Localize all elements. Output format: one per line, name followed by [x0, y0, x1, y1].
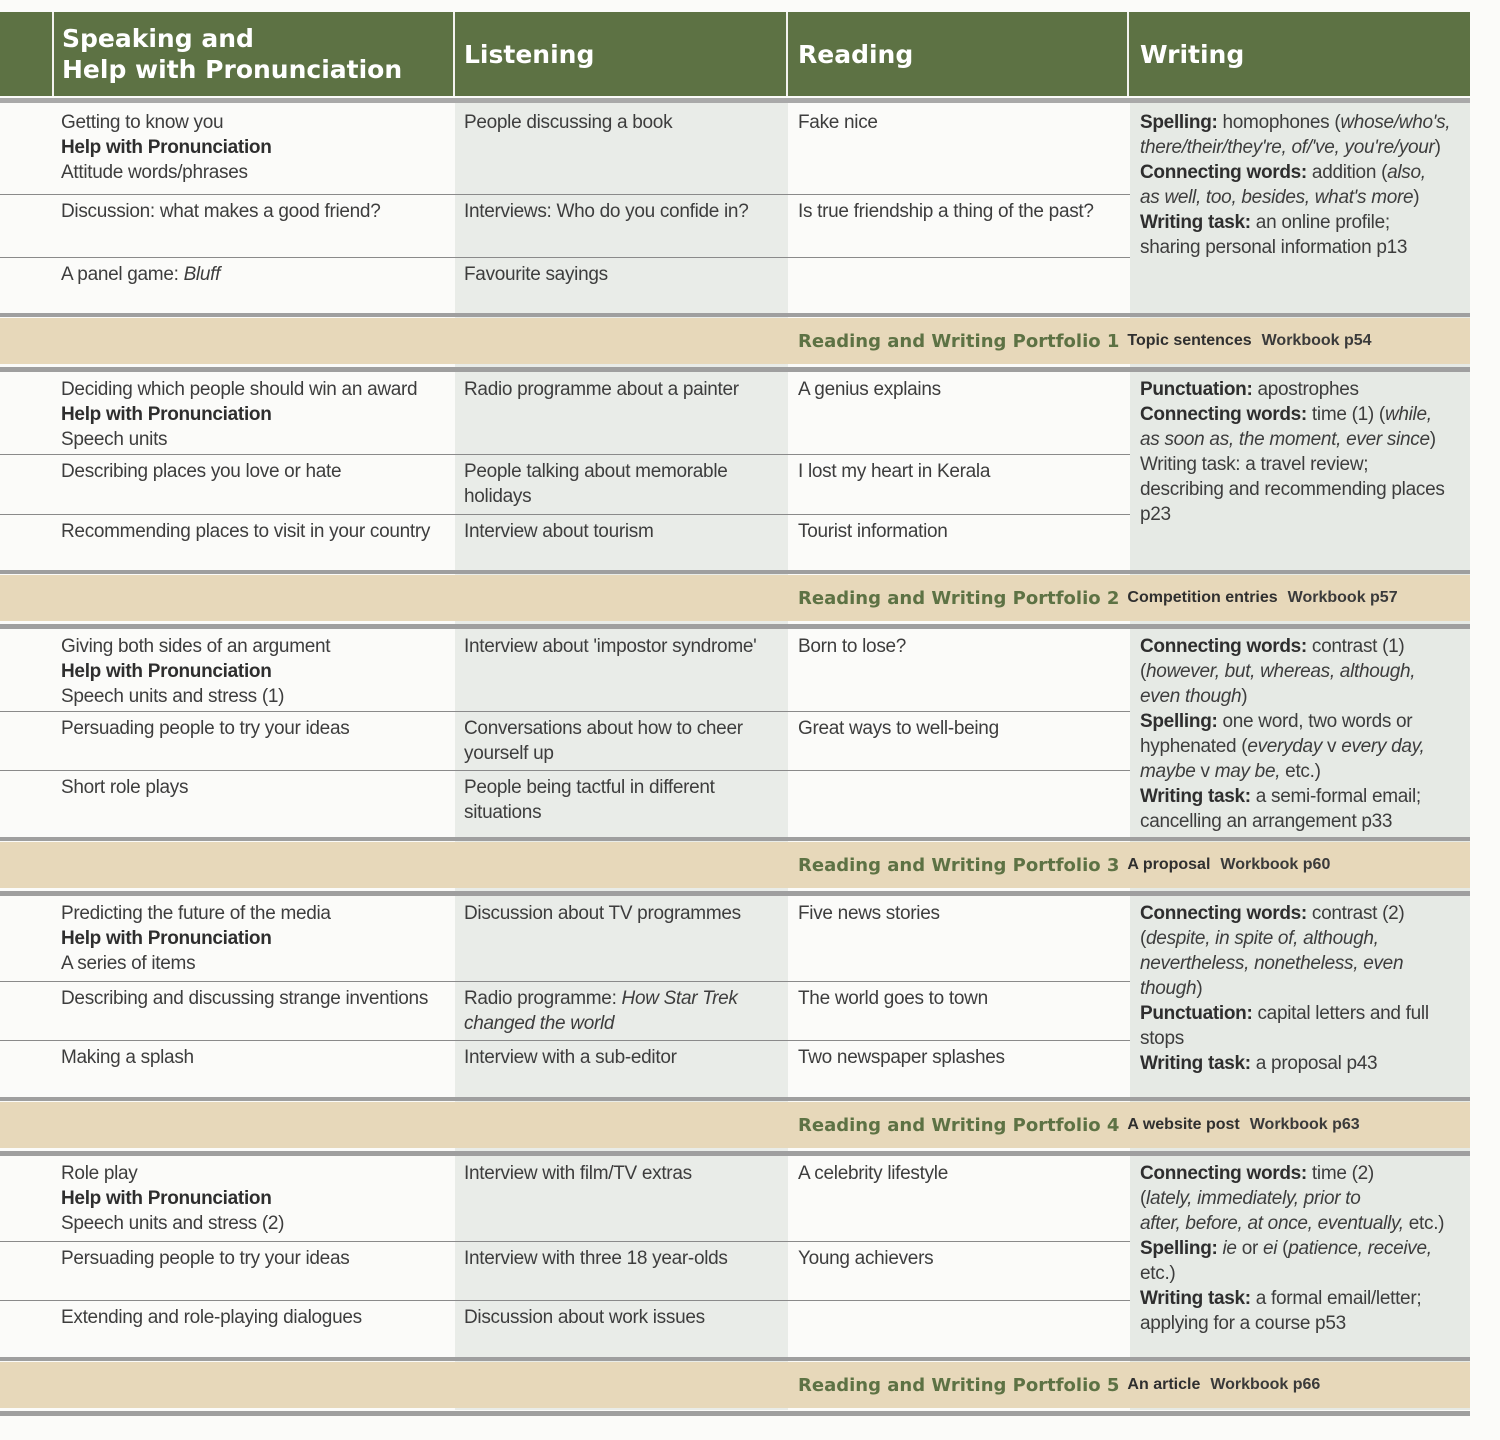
header-speaking: Speaking and Help with Pronunciation: [62, 24, 403, 84]
writing-italic: ei: [1262, 1238, 1278, 1259]
unit1-row1-speaking: [61, 110, 451, 185]
row-divider: [0, 711, 1130, 712]
unit5-row3-listening: Discussion about work issues: [464, 1307, 705, 1328]
portfolio-title-text: Reading and Writing Portfolio 3: [798, 854, 1120, 876]
portfolio-bar-4: [0, 1102, 1470, 1148]
unit2-row1-listening: Radio programme about a painter: [464, 379, 739, 400]
speaking-italic: Bluff: [183, 264, 221, 285]
unit4-row3-reading: Two newspaper splashes: [798, 1047, 1005, 1068]
unit5-row1-reading: A celebrity lifestyle: [798, 1163, 948, 1184]
writing-italic: may be,: [1214, 761, 1281, 782]
unit4-row2-listening: [464, 986, 754, 1036]
row-divider: [0, 514, 1130, 515]
unit4-row3-speaking: Making a splash: [61, 1047, 194, 1068]
portfolio-title-text: Reading and Writing Portfolio 4: [798, 1114, 1120, 1136]
portfolio-title-text: Reading and Writing Portfolio 1: [798, 330, 1120, 352]
portfolio-title: [798, 318, 1372, 364]
unit1-row2-speaking: Discussion: what makes a good friend?: [61, 201, 381, 222]
portfolio-topic: Competition entries: [1127, 589, 1278, 606]
unit5-row1-listening: Interview with film/TV extras: [464, 1163, 692, 1184]
portfolio-topic: A website post: [1127, 1116, 1240, 1133]
writing-text: hyphenated (: [1140, 736, 1248, 757]
writing-bold: Connecting words:: [1140, 1163, 1307, 1184]
writing-italic: ie: [1222, 1238, 1237, 1259]
unit1-row2-listening: Interviews: Who do you confide in?: [464, 201, 749, 222]
pronunciation-topic: A series of items: [61, 953, 196, 974]
help-with-pronunciation-label: Help with Pronunciation: [61, 404, 272, 425]
writing-bold: Spelling:: [1140, 112, 1218, 133]
unit5-row3-speaking: Extending and role-playing dialogues: [61, 1307, 362, 1328]
help-with-pronunciation-label: Help with Pronunciation: [61, 661, 272, 682]
portfolio-bar-3: [0, 842, 1470, 888]
header-writing: Writing: [1140, 39, 1245, 69]
portfolio-rule: [0, 570, 1470, 574]
writing-bold: Spelling:: [1140, 1238, 1218, 1259]
writing-bold: Punctuation:: [1140, 379, 1253, 400]
writing-text: ): [1434, 137, 1441, 158]
unit2-row3-listening: Interview about tourism: [464, 521, 654, 542]
unit2-row2-speaking: Describing places you love or hate: [61, 461, 342, 482]
writing-text: describing and recommending places: [1140, 479, 1445, 500]
writing-text: (: [1140, 1188, 1147, 1209]
writing-italic: nevertheless, nonetheless, even though: [1140, 953, 1404, 999]
writing-bold: Writing task:: [1140, 212, 1251, 233]
unit4-row1-speaking: [61, 901, 451, 976]
portfolio-workbook-ref: Workbook p57: [1287, 589, 1398, 606]
writing-italic: maybe: [1140, 761, 1196, 782]
portfolio-rule: [0, 1411, 1470, 1416]
unit3-row3-speaking: Short role plays: [61, 777, 189, 798]
writing-text: addition (: [1306, 162, 1388, 183]
unit4-row3-listening: Interview with a sub-editor: [464, 1047, 677, 1068]
unit2-row1-speaking: [61, 377, 451, 452]
writing-italic: there/their/they're, of/'ve, you're/your: [1140, 137, 1435, 158]
writing-italic: as well, too, besides, what's more: [1140, 187, 1414, 208]
writing-text: contrast (1): [1306, 636, 1405, 657]
unit2-row3-reading: Tourist information: [798, 521, 948, 542]
portfolio-rule: [0, 1357, 1470, 1361]
writing-bold: Connecting words:: [1140, 636, 1307, 657]
unit4-row2-reading: The world goes to town: [798, 988, 988, 1009]
unit4-row1-listening: Discussion about TV programmes: [464, 903, 741, 924]
portfolio-rule: [0, 313, 1470, 317]
writing-italic: lately, immediately, prior to: [1146, 1188, 1361, 1209]
portfolio-bar-2: [0, 575, 1470, 621]
table-header: [0, 12, 1470, 96]
writing-italic: everyday: [1247, 736, 1323, 757]
portfolio-bar-1: [0, 318, 1470, 364]
pronunciation-topic: Attitude words/phrases: [61, 162, 248, 183]
portfolio-rule: [0, 1097, 1470, 1101]
portfolio-workbook-ref: Workbook p66: [1210, 1376, 1321, 1393]
writing-bold: Connecting words:: [1140, 162, 1307, 183]
writing-bold: Punctuation:: [1140, 1003, 1253, 1024]
writing-text: sharing personal information p13: [1140, 237, 1408, 258]
portfolio-title: [798, 842, 1330, 888]
writing-italic: patience, receive,: [1288, 1238, 1432, 1259]
unit3-row1-speaking: [61, 634, 451, 709]
writing-bold: Spelling:: [1140, 711, 1218, 732]
writing-text: time (1) (: [1306, 404, 1385, 425]
unit5-row2-reading: Young achievers: [798, 1248, 934, 1269]
writing-italic: as soon as, the moment, ever since: [1140, 429, 1430, 450]
writing-text: (: [1140, 661, 1147, 682]
portfolio-rule: [0, 891, 1470, 896]
writing-italic: even though: [1140, 686, 1242, 707]
writing-text: or: [1236, 1238, 1263, 1259]
unit2-row2-reading: I lost my heart in Kerala: [798, 461, 991, 482]
unit5-row2-listening: Interview with three 18 year-olds: [464, 1248, 728, 1269]
writing-text: ): [1241, 686, 1248, 707]
row-divider: [0, 194, 1130, 195]
writing-text: (: [1277, 1238, 1289, 1259]
header-divider: [52, 12, 54, 96]
unit3-writing: [1140, 634, 1465, 834]
unit3-row1-reading: Born to lose?: [798, 636, 907, 657]
writing-text: stops: [1140, 1028, 1184, 1049]
unit4-row2-speaking: Describing and discussing strange inventions: [61, 988, 429, 1009]
writing-text: etc.): [1280, 761, 1321, 782]
unit1-row1-listening: People discussing a book: [464, 112, 673, 133]
portfolio-title: [798, 1362, 1320, 1408]
unit3-row2-reading: Great ways to well-being: [798, 718, 999, 739]
writing-text: cancelling an arrangement p33: [1140, 811, 1393, 832]
unit3-row2-listening: Conversations about how to cheer yourself up: [464, 718, 743, 764]
writing-text: p23: [1140, 504, 1171, 525]
writing-italic: whose/who's,: [1340, 112, 1451, 133]
writing-bold: Writing task:: [1140, 786, 1251, 807]
row-divider: [0, 1241, 1130, 1242]
portfolio-workbook-ref: Workbook p60: [1220, 856, 1331, 873]
unit4-writing: [1140, 901, 1465, 1076]
portfolio-rule: [0, 367, 1470, 372]
portfolio-topic: An article: [1127, 1376, 1201, 1393]
writing-text: apostrophes: [1252, 379, 1359, 400]
pronunciation-topic: Speech units and stress (2): [61, 1213, 285, 1234]
writing-text: a proposal p43: [1250, 1053, 1378, 1074]
speaking-text: Deciding which people should win an award: [61, 379, 418, 400]
writing-text: ): [1429, 429, 1436, 450]
writing-text: Writing task: a travel review;: [1140, 454, 1369, 475]
speaking-text: Giving both sides of an argument: [61, 636, 331, 657]
portfolio-title: [798, 1102, 1360, 1148]
unit5-row2-speaking: Persuading people to try your ideas: [61, 1248, 350, 1269]
portfolio-title-text: Reading and Writing Portfolio 5: [798, 1374, 1120, 1396]
writing-text: contrast (2): [1306, 903, 1405, 924]
unit2-row3-speaking: Recommending places to visit in your country: [61, 521, 431, 542]
unit3-row2-speaking: Persuading people to try your ideas: [61, 718, 350, 739]
writing-text: v: [1195, 761, 1215, 782]
writing-text: (: [1140, 928, 1147, 949]
help-with-pronunciation-label: Help with Pronunciation: [61, 1188, 272, 1209]
writing-text: homophones (: [1217, 112, 1341, 133]
speaking-text: Getting to know you: [61, 112, 224, 133]
writing-text: applying for a course p53: [1140, 1313, 1346, 1334]
header-reading: Reading: [798, 39, 914, 69]
row-divider: [0, 1300, 1130, 1301]
header-divider: [453, 12, 455, 96]
writing-text: capital letters and full: [1252, 1003, 1429, 1024]
unit1-row1-reading: Fake nice: [798, 112, 878, 133]
unit5-row1-speaking: [61, 1161, 451, 1236]
writing-text: ): [1196, 978, 1203, 999]
writing-text: time (2): [1306, 1163, 1374, 1184]
speaking-text: Predicting the future of the media: [61, 903, 331, 924]
writing-italic: despite, in spite of, although,: [1146, 928, 1379, 949]
unit1-writing: [1140, 110, 1465, 260]
row-divider: [0, 454, 1130, 455]
unit2-row1-reading: A genius explains: [798, 379, 941, 400]
unit2-writing: [1140, 377, 1465, 527]
writing-bold: Connecting words:: [1140, 903, 1307, 924]
help-with-pronunciation-label: Help with Pronunciation: [61, 928, 272, 949]
header-divider: [1127, 12, 1129, 96]
row-divider: [0, 770, 1130, 771]
portfolio-topic: A proposal: [1127, 856, 1211, 873]
help-with-pronunciation-label: Help with Pronunciation: [61, 137, 272, 158]
pronunciation-topic: Speech units: [61, 429, 168, 450]
portfolio-rule: [0, 1151, 1470, 1156]
unit2-row2-listening: People talking about memorable holidays: [464, 461, 728, 507]
writing-text: a formal email/letter;: [1250, 1288, 1422, 1309]
writing-text: ): [1413, 187, 1420, 208]
speaking-text: A panel game:: [61, 264, 184, 285]
writing-italic: however, but, whereas, although,: [1146, 661, 1416, 682]
unit5-writing: [1140, 1161, 1465, 1336]
writing-bold: Writing task:: [1140, 1053, 1251, 1074]
writing-text: an online profile;: [1250, 212, 1390, 233]
writing-italic: every day,: [1341, 736, 1425, 757]
header-rule: [0, 98, 1470, 103]
header-divider: [786, 12, 788, 96]
writing-text: etc.): [1403, 1213, 1445, 1234]
writing-text: v: [1322, 736, 1342, 757]
writing-text: etc.): [1140, 1263, 1176, 1284]
portfolio-title-text: Reading and Writing Portfolio 2: [798, 587, 1120, 609]
portfolio-bar-5: [0, 1362, 1470, 1408]
header-listening: Listening: [464, 39, 595, 69]
portfolio-title: [798, 575, 1398, 621]
writing-text: a semi-formal email;: [1250, 786, 1421, 807]
portfolio-workbook-ref: Workbook p63: [1249, 1116, 1360, 1133]
row-divider: [0, 257, 1130, 258]
row-divider: [0, 981, 1130, 982]
unit3-row1-listening: Interview about 'impostor syndrome': [464, 636, 757, 657]
writing-italic: while,: [1384, 404, 1432, 425]
speaking-text: Role play: [61, 1163, 138, 1184]
unit1-row2-reading: Is true friendship a thing of the past?: [798, 201, 1094, 222]
writing-italic: after, before, at once, eventually,: [1140, 1213, 1404, 1234]
unit3-row3-listening: People being tactful in different situations: [464, 777, 715, 823]
unit1-row3-listening: Favourite sayings: [464, 264, 608, 285]
writing-bold: Writing task:: [1140, 1288, 1251, 1309]
row-divider: [0, 1040, 1130, 1041]
writing-text: one word, two words or: [1217, 711, 1413, 732]
pronunciation-topic: Speech units and stress (1): [61, 686, 285, 707]
portfolio-rule: [0, 837, 1470, 841]
listening-italic: How Star Trek changed the world: [464, 988, 738, 1034]
portfolio-rule: [0, 624, 1470, 629]
unit1-row3-speaking: [61, 262, 451, 287]
writing-italic: also,: [1387, 162, 1426, 183]
portfolio-topic: Topic sentences: [1127, 332, 1252, 349]
writing-bold: Connecting words:: [1140, 404, 1307, 425]
portfolio-workbook-ref: Workbook p54: [1261, 332, 1372, 349]
listening-text: Radio programme:: [464, 988, 622, 1009]
unit4-row1-reading: Five news stories: [798, 903, 940, 924]
